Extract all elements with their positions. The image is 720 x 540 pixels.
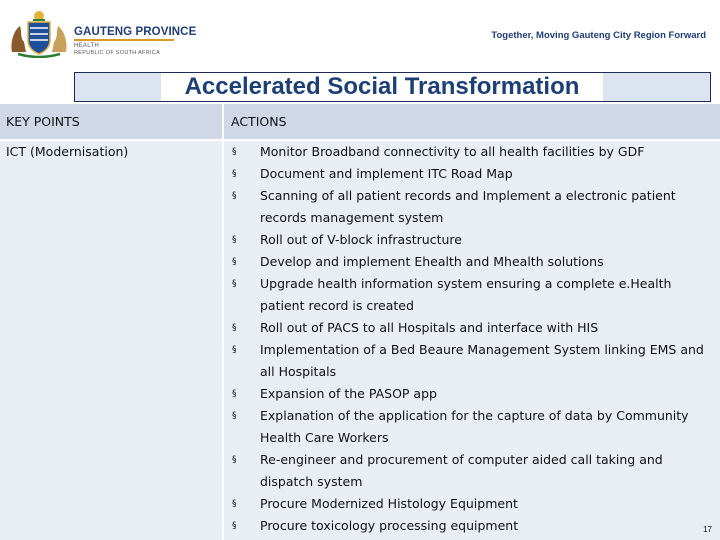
key-points-table <box>0 104 720 540</box>
action-text: Expansion of the PASOP app <box>260 386 437 401</box>
org-name: GAUTENG PROVINCE <box>74 26 197 38</box>
action-text: Develop and implement Ehealth and Mhealth solutions <box>260 254 604 269</box>
bullet-icon: § <box>232 411 237 421</box>
list-item <box>230 163 710 185</box>
list-item <box>230 229 710 251</box>
list-item <box>230 317 710 339</box>
list-item <box>230 515 710 537</box>
list-item <box>230 273 710 317</box>
action-text: Re-engineer and procurement of computer aided call taking and dispatch system <box>260 452 663 489</box>
bullet-icon: § <box>232 323 237 333</box>
title-banner <box>74 72 711 102</box>
actions-list <box>230 141 710 537</box>
org-department: HEALTH <box>74 43 100 49</box>
list-item <box>230 405 710 449</box>
bullet-icon: § <box>232 389 237 399</box>
list-item <box>230 383 710 405</box>
list-item <box>230 339 710 383</box>
gauteng-coat-of-arms-icon <box>8 8 70 58</box>
list-item <box>230 449 710 493</box>
bullet-icon: § <box>232 279 237 289</box>
list-item <box>230 493 710 515</box>
org-block <box>74 26 196 56</box>
table-header-row <box>0 104 720 139</box>
bullet-icon: § <box>232 499 237 509</box>
actions-header: ACTIONS <box>231 114 287 129</box>
key-point-cell: ICT (Modernisation) <box>6 144 129 159</box>
slide-header <box>0 0 720 66</box>
bullet-icon: § <box>232 521 237 531</box>
action-text: Upgrade health information system ensuring a complete e.Health patient record is created <box>260 276 672 313</box>
bullet-icon: § <box>232 147 237 157</box>
org-republic: REPUBLIC OF SOUTH AFRICA <box>74 50 161 56</box>
list-item <box>230 251 710 273</box>
list-item <box>230 185 710 229</box>
action-text: Document and implement ITC Road Map <box>260 166 513 181</box>
action-text: Explanation of the application for the capture of data by Community Health Care Workers <box>260 408 689 445</box>
action-text: Procure Modernized Histology Equipment <box>260 496 518 511</box>
bullet-icon: § <box>232 257 237 267</box>
action-text: Monitor Broadband connectivity to all health facilities by GDF <box>260 144 645 159</box>
header-tagline: Together, Moving Gauteng City Region Forward <box>491 30 706 41</box>
bullet-icon: § <box>232 191 237 201</box>
action-text: Procure toxicology processing equipment <box>260 518 519 533</box>
column-divider <box>222 104 224 540</box>
key-points-header: KEY POINTS <box>6 114 80 129</box>
bullet-icon: § <box>232 455 237 465</box>
bullet-icon: § <box>232 345 237 355</box>
bullet-icon: § <box>232 235 237 245</box>
page-number: 17 <box>703 525 712 534</box>
action-text: Scanning of all patient records and Implement a electronic patient records management system <box>260 188 676 225</box>
org-underline <box>74 39 174 41</box>
action-text: Roll out of V-block infrastructure <box>260 232 462 247</box>
bullet-icon: § <box>232 169 237 179</box>
action-text: Implementation of a Bed Beaure Management System linking EMS and all Hospitals <box>260 342 704 379</box>
slide-title: Accelerated Social Transformation <box>161 73 603 101</box>
action-text: Roll out of PACS to all Hospitals and interface with HIS <box>260 320 599 335</box>
list-item <box>230 141 710 163</box>
